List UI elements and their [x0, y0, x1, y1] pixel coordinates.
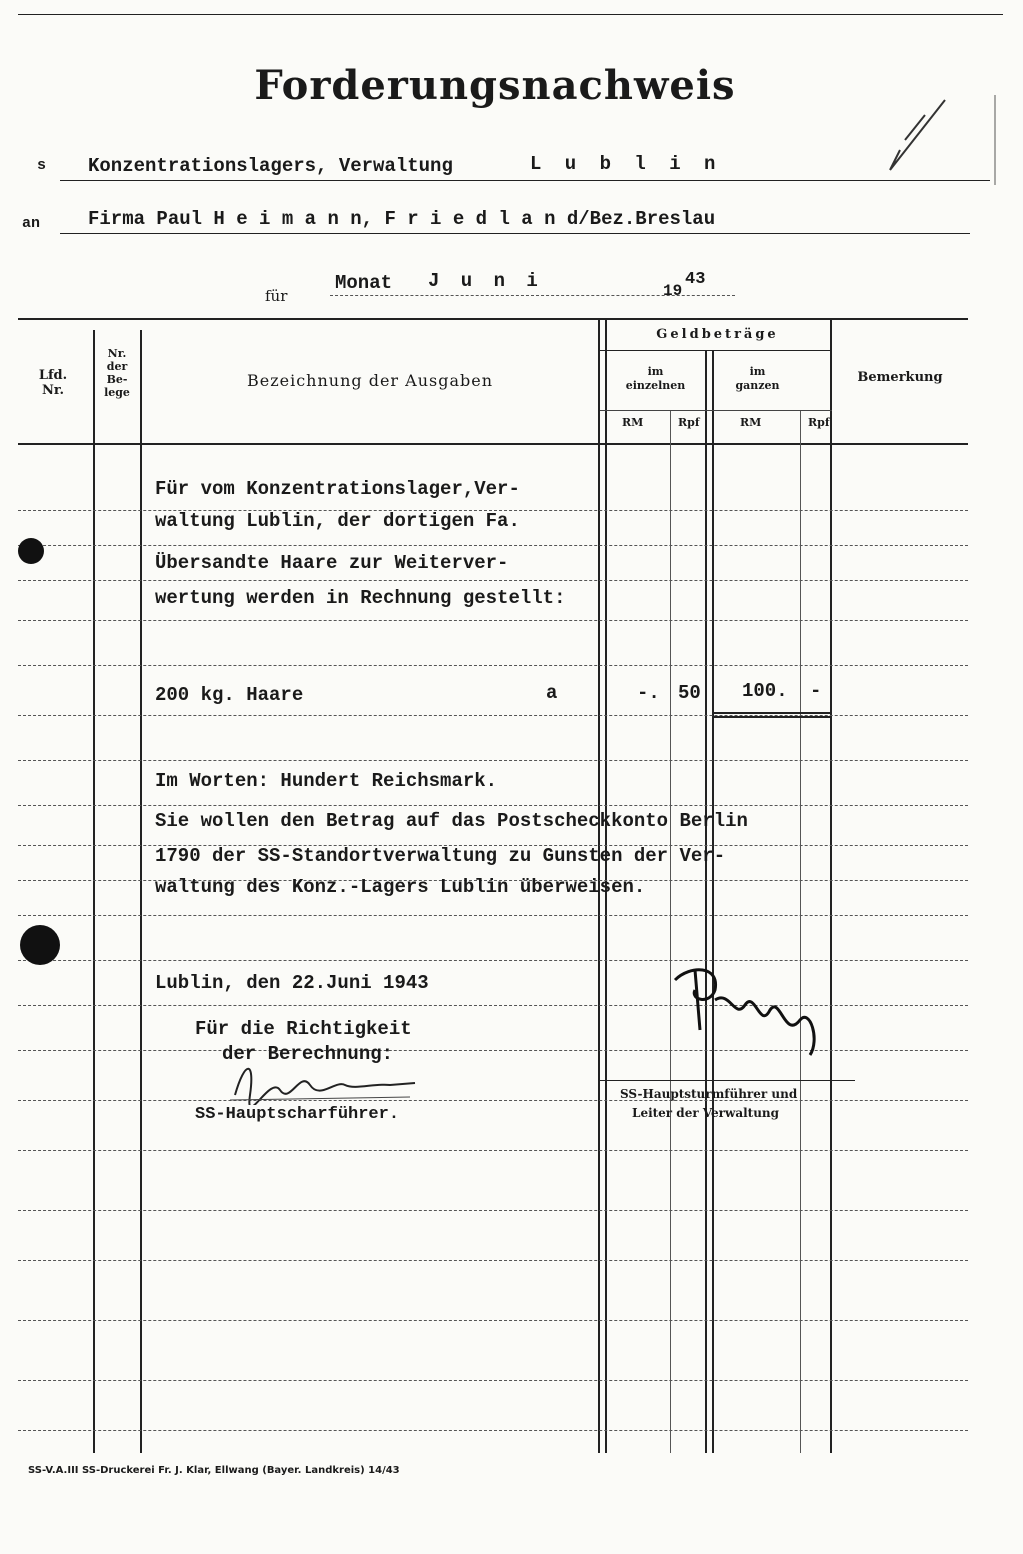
correctness-line-2: der Berechnung: — [222, 1043, 394, 1065]
from-text: Konzentrationslagers, Verwaltung — [88, 155, 453, 177]
col-einzeln-rm: RM — [622, 416, 644, 429]
to-prefix: an — [22, 215, 41, 232]
item-description: 200 kg. Haare — [155, 684, 304, 706]
payment-line-1: Sie wollen den Betrag auf das Postscheckkonto Berlin — [155, 810, 748, 832]
body-line-4: wertung werden in Rechnung gestellt: — [155, 587, 566, 609]
from-prefix: s — [37, 157, 47, 174]
printer-imprint: SS-V.A.III SS-Druckerei Fr. J. Klar, Ellwang (Bayer. Landkreis) 14/43 — [28, 1465, 400, 1476]
col-beleg-header: Nr. der Be- lege — [104, 347, 130, 399]
col-lfd-header: Lfd. Nr. — [38, 368, 68, 398]
from-place: L u b l i n — [530, 153, 722, 175]
month-label: Monat — [335, 272, 393, 294]
col-einzeln-rpf: Rpf — [678, 416, 700, 429]
col-desc-header: Bezeichnung der Ausgaben — [246, 371, 494, 390]
col-ganzen-rpf: Rpf — [808, 416, 830, 429]
body-line-1: Für vom Konzentrationslager,Ver- — [155, 478, 520, 500]
punch-hole-top — [18, 538, 44, 564]
place-date: Lublin, den 22.Juni 1943 — [155, 972, 429, 994]
col-einzelnen-header: im einzelnen — [625, 365, 686, 392]
col-ganzen-header: im ganzen — [735, 365, 780, 392]
item-unit-rpf: 50 — [678, 682, 701, 704]
signature-left — [225, 1055, 425, 1105]
rank-left: SS-Hauptscharführer. — [195, 1105, 400, 1124]
item-total-rm: 100. — [742, 680, 788, 702]
rank-right-2: Leiter der Verwaltung — [632, 1106, 780, 1120]
rank-right-1: SS-Hauptsturmführer und — [620, 1087, 798, 1101]
margin-scribble — [870, 90, 1000, 190]
year-prefix: 19 — [663, 282, 683, 300]
to-text: Firma Paul H e i m a n n, F r i e d l a n d/Bez.Breslau — [88, 208, 716, 230]
payment-line-3: waltung des Konz.-Lagers Lublin überweisen. — [155, 876, 646, 898]
col-bemerkung-header: Bemerkung — [857, 370, 943, 385]
month-prefix: für — [265, 287, 288, 305]
correctness-line-1: Für die Richtigkeit — [195, 1018, 412, 1040]
month-value: J u n i — [428, 270, 543, 292]
amount-in-words: Im Worten: Hundert Reichsmark. — [155, 770, 498, 792]
body-line-2: waltung Lublin, der dortigen Fa. — [155, 510, 520, 532]
item-a: a — [546, 682, 558, 704]
payment-line-2: 1790 der SS-Standortverwaltung zu Gunsten der Ver- — [155, 845, 726, 867]
document-title: Forderungsnachweis — [254, 62, 736, 109]
col-geld-header: Geldbeträge — [656, 327, 779, 342]
signature-right — [660, 960, 830, 1070]
item-unit-rm: -. — [637, 682, 660, 704]
col-ganzen-rm: RM — [740, 416, 762, 429]
year-value: 43 — [685, 270, 706, 289]
punch-hole-bottom — [20, 925, 60, 965]
body-line-3: Übersandte Haare zur Weiterver- — [155, 552, 509, 574]
item-total-rpf: - — [810, 680, 822, 702]
